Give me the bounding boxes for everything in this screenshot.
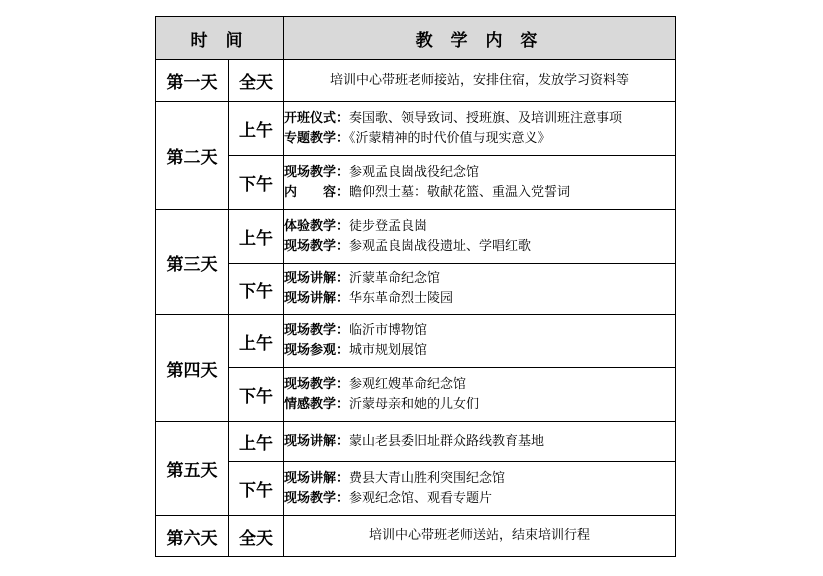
time-cell: 上午	[229, 422, 284, 462]
content-text: 瞻仰烈士墓：敬献花篮、重温入党誓词	[349, 184, 571, 200]
content-text: 奏国歌、领导致词、授班旗、及培训班注意事项	[349, 110, 623, 126]
content-label: 现场讲解：	[284, 291, 350, 306]
time-cell: 上午	[229, 102, 284, 156]
schedule-row	[156, 60, 676, 102]
content-cell	[284, 210, 676, 264]
content-label: 现场教学：	[284, 323, 350, 338]
content-text: 徒步登孟良崮	[349, 218, 428, 234]
content-text: 培训中心带班老师送站，结束培训行程	[369, 528, 591, 543]
content-label: 现场教学：	[284, 490, 350, 506]
content-text: 费县大青山胜利突围纪念馆	[349, 470, 506, 486]
content-text: 培训中心带班老师接站，安排住宿，发放学习资料等	[330, 72, 630, 88]
schedule-row	[156, 462, 676, 516]
schedule-row	[156, 315, 676, 368]
content-label: 现场讲解：	[284, 271, 350, 286]
content-cell	[284, 368, 676, 422]
header-row	[156, 17, 676, 60]
content-text: 参观纪念馆、观看专题片	[349, 490, 493, 506]
content-label: 现场参观：	[284, 343, 350, 358]
content-text: 城市规划展馆	[349, 343, 428, 358]
content-cell	[284, 264, 676, 315]
time-cell: 下午	[229, 264, 284, 315]
content-label: 现场讲解：	[284, 470, 350, 486]
content-cell	[284, 60, 676, 102]
content-label: 体验教学：	[284, 218, 350, 234]
content-label: 专题教学：	[284, 130, 350, 146]
content-text: 华东革命烈士陵园	[349, 291, 454, 306]
content-text: 沂蒙革命纪念馆	[349, 271, 441, 286]
schedule-row	[156, 156, 676, 210]
day-cell: 第一天	[156, 60, 229, 102]
content-text: 临沂市博物馆	[349, 323, 428, 338]
time-cell: 上午	[229, 210, 284, 264]
content-label: 情感教学：	[284, 396, 350, 412]
content-cell	[284, 462, 676, 516]
time-cell: 下午	[229, 462, 284, 516]
content-text: 《沂蒙精神的时代价值与现实意义》	[349, 130, 551, 146]
content-text: 参观孟良崮战役纪念馆	[349, 164, 480, 180]
training-schedule-table	[155, 16, 676, 557]
content-label: 现场教学：	[284, 238, 350, 254]
content-label: 现场讲解：	[284, 433, 350, 449]
day-cell: 第五天	[156, 422, 229, 516]
content-cell	[284, 156, 676, 210]
time-cell: 全天	[229, 60, 284, 102]
time-header: 时 间	[156, 17, 284, 60]
content-text: 参观孟良崮战役遗址、学唱红歌	[349, 238, 532, 254]
content-cell	[284, 315, 676, 368]
day-cell: 第四天	[156, 315, 229, 422]
content-text: 蒙山老县委旧址群众路线教育基地	[349, 433, 545, 449]
content-cell	[284, 422, 676, 462]
content-cell	[284, 516, 676, 557]
content-label: 现场教学：	[284, 164, 350, 180]
schedule-row	[156, 210, 676, 264]
content-text: 参观红嫂革命纪念馆	[349, 376, 467, 392]
time-cell: 下午	[229, 156, 284, 210]
content-text: 沂蒙母亲和她的儿女们	[349, 396, 480, 412]
day-cell: 第二天	[156, 102, 229, 210]
content-cell	[284, 102, 676, 156]
schedule-row	[156, 102, 676, 156]
content-label: 现场教学：	[284, 376, 350, 392]
schedule-row	[156, 516, 676, 557]
time-cell: 下午	[229, 368, 284, 422]
day-cell: 第三天	[156, 210, 229, 315]
schedule-row	[156, 422, 676, 462]
time-cell: 上午	[229, 315, 284, 368]
content-label: 开班仪式：	[284, 110, 350, 126]
schedule-row	[156, 264, 676, 315]
content-header: 教 学 内 容	[284, 17, 676, 60]
time-cell: 全天	[229, 516, 284, 557]
content-label: 内 容：	[284, 184, 350, 200]
day-cell: 第六天	[156, 516, 229, 557]
schedule-row	[156, 368, 676, 422]
